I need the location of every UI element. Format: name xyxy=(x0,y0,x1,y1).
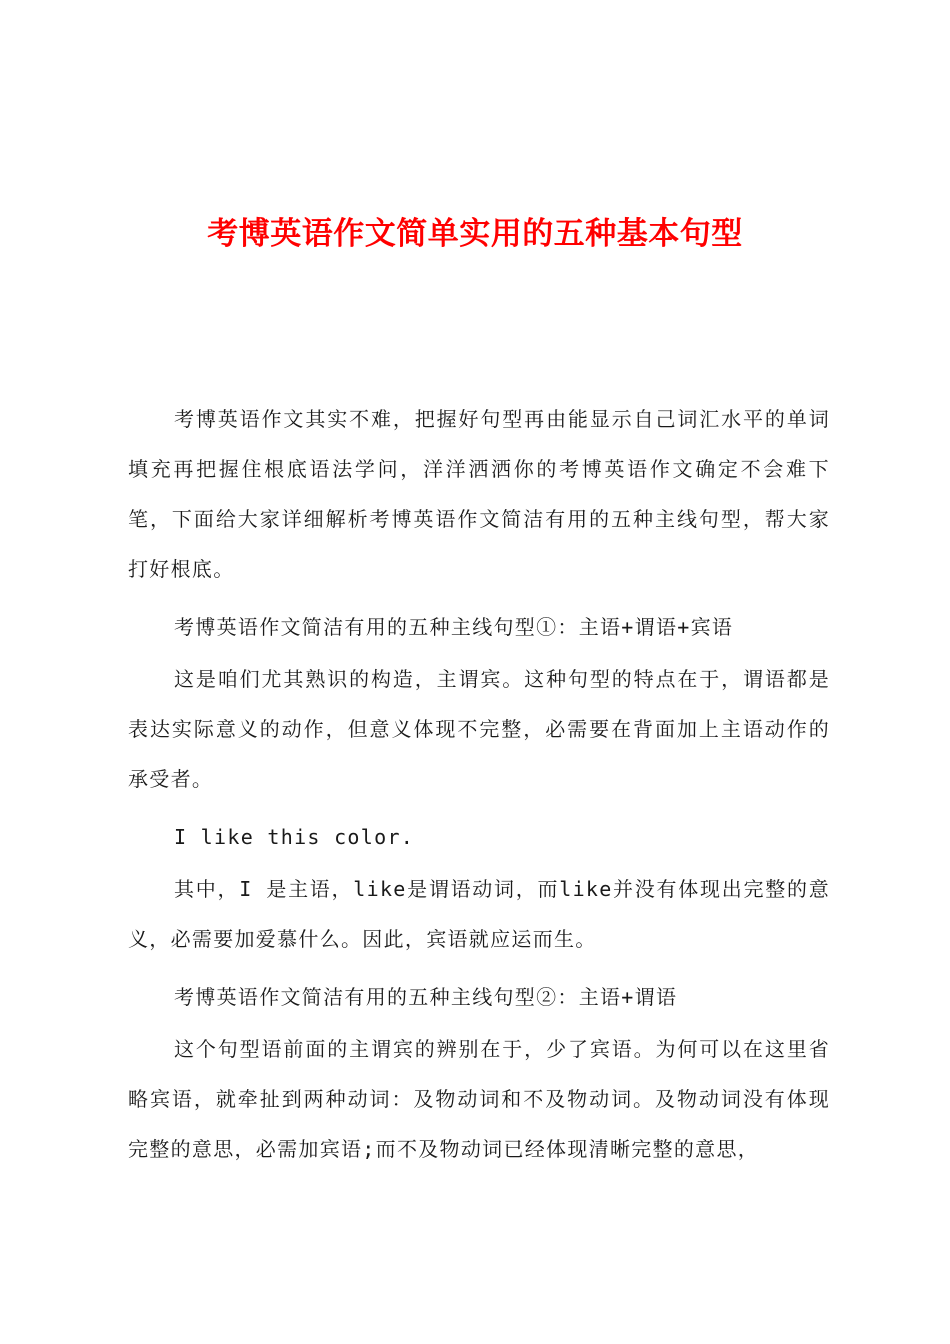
paragraph-pattern-2-heading: 考博英语作文简洁有用的五种主线句型②：主语+谓语 xyxy=(174,985,678,1009)
document-body xyxy=(128,394,830,1182)
paragraph-example-analysis: 其中，I 是主语，like是谓语动词，而like并没有体现出完整的意义，必需要加爱慕什么。因此，宾语就应运而生。 xyxy=(128,877,830,951)
paragraph-pattern-1-explanation: 这是咱们尤其熟识的构造，主谓宾。这种句型的特点在于，谓语都是表达实际意义的动作，但意义体现不完整，必需要在背面加上主语动作的承受者。 xyxy=(128,667,830,791)
paragraph-intro: 考博英语作文其实不难，把握好句型再由能显示自己词汇水平的单词填充再把握住根底语法学问，洋洋洒洒你的考博英语作文确定不会难下笔，下面给大家详细解析考博英语作文简洁有用的五种主线句型，帮大家打好根底。 xyxy=(128,407,830,581)
paragraph-example-sentence: I like this color. xyxy=(174,825,415,849)
paragraph-pattern-2-explanation: 这个句型语前面的主谓宾的辨别在于，少了宾语。为何可以在这里省略宾语，就牵扯到两种动词：及物动词和不及物动词。及物动词没有体现完整的意思，必需加宾语;而不及物动词已经体现清晰完整的意思， xyxy=(128,1037,830,1161)
paragraph-pattern-1-heading: 考博英语作文简洁有用的五种主线句型①：主语+谓语+宾语 xyxy=(174,615,734,639)
document-title: 考博英语作文简单实用的五种基本句型 xyxy=(207,216,743,252)
